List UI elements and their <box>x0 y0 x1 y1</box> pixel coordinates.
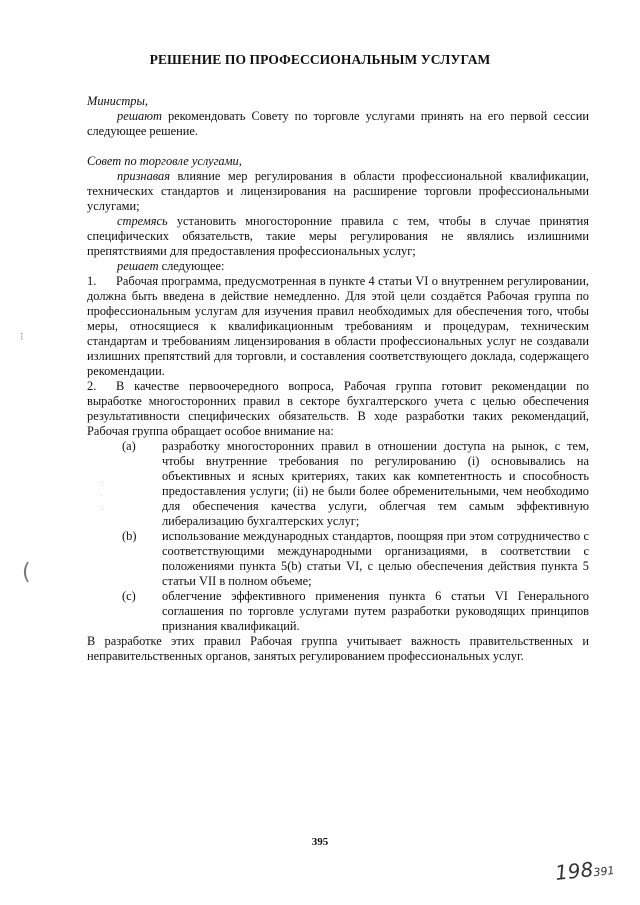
council-verb-2: стремясь <box>117 214 168 228</box>
margin-mark: ⁝ <box>20 330 24 343</box>
margin-bracket: ( <box>22 560 31 585</box>
subitem-label-c: (c) <box>122 589 136 603</box>
ministers-label: Министры, <box>87 94 148 108</box>
item-number-1: 1. <box>87 274 97 288</box>
page-number: 395 <box>311 836 329 848</box>
subitem-a <box>122 439 589 529</box>
council-label: Совет по торговле услугами, <box>87 154 242 168</box>
item-text-1: Рабочая программа, предусмотренная в пункте 4 статьи VI о внутреннем регулировании, должна быть введена в действие немедленно. Для этой цели создаётся Рабочая группа по профессиональным услугам для изучения правил необходимых для обеспечения того, чтобы меры, относящиеся к квалификационным требованиям и процедурам, техническим стандартам и требованиям лицензирования в области профессиональных услуг не создавали излишних препятствий для торговли, и составления соответствующего доклада, содержащего рекомендации. <box>87 274 589 378</box>
subitem-label-b: (b) <box>122 529 137 543</box>
council-verb-1: признавая <box>117 169 171 183</box>
handwritten-subscript: 391 <box>592 863 615 880</box>
subitem-label-a: (a) <box>122 439 136 453</box>
handwritten-number: 198 <box>553 857 595 886</box>
council-text-1: влияние мер регулирования в области профессиональной квалификации, технических стандартов и лицензирования на расширение торговли профессиональными услугами; <box>87 169 589 213</box>
ministers-paragraph <box>87 109 589 139</box>
closing-paragraph: В разработке этих правил Рабочая группа учитывает важность правительственных и неправительственных органов, занятых регулированием профессиональных услуг. <box>87 634 589 663</box>
numbered-item-1 <box>87 274 589 379</box>
council-verb-3: решает <box>117 259 159 273</box>
numbered-item-2 <box>87 379 589 439</box>
document-body <box>87 94 589 664</box>
document-title: РЕШЕНИЕ ПО ПРОФЕССИОНАЛЬНЫМ УСЛУГАМ <box>149 52 491 67</box>
council-paragraph-3 <box>87 259 589 274</box>
subitem-b <box>122 529 589 589</box>
ministers-text: рекомендовать Совету по торговле услугами принять на его первой сессии следующее решение. <box>87 109 589 138</box>
item-number-2: 2. <box>87 379 97 393</box>
council-text-2: установить многосторонние правила с тем, чтобы в случае принятия специфических обязательств, такие меры регулирования не являлись излишними препятствиями для предоставления профессиональных услуг; <box>87 214 589 258</box>
item-text-2: В качестве первоочередного вопроса, Рабочая группа готовит рекомендации по выработке многосторонних правил в секторе бухгалтерского учета с целью обеспечения результативности специфических обязательств. В ходе разработки таких рекомендаций, Рабочая группа обращает особое внимание на: <box>87 379 589 438</box>
council-text-3: следующее: <box>158 259 225 273</box>
subitem-c <box>122 589 589 634</box>
council-paragraph-2 <box>87 214 589 259</box>
handwritten-annotation <box>554 855 615 885</box>
subitem-text-c: облегчение эффективного применения пункта 6 статьи VI Генерального соглашения по торговле услугами путем разработки руководящих принципов признания квалификаций. <box>162 589 589 633</box>
ministers-verb: решают <box>117 109 162 123</box>
margin-specks: ∵ · ∴ <box>100 480 105 512</box>
subitem-text-a: разработку многосторонних правил в отношении доступа на рынок, с тем, чтобы внутренние требования по регулированию (i) основывались на объективных и ясных критериях, таких как компетентность и способность предоставления услуги; (ii) не были более обременительными, чем необходимо для обеспечения качества услуги, облегчая тем самым эффективную либерализацию бухгалтерских услуг; <box>162 439 589 528</box>
subitem-text-b: использование международных стандартов, поощряя при этом сотрудничество с соответствующими международными организациями, в соответствии с положениями пункта 5(b) статьи VI, с целью обеспечения действия пункта 5 статьи VII в полном объеме; <box>162 529 589 588</box>
council-paragraph-1 <box>87 169 589 214</box>
